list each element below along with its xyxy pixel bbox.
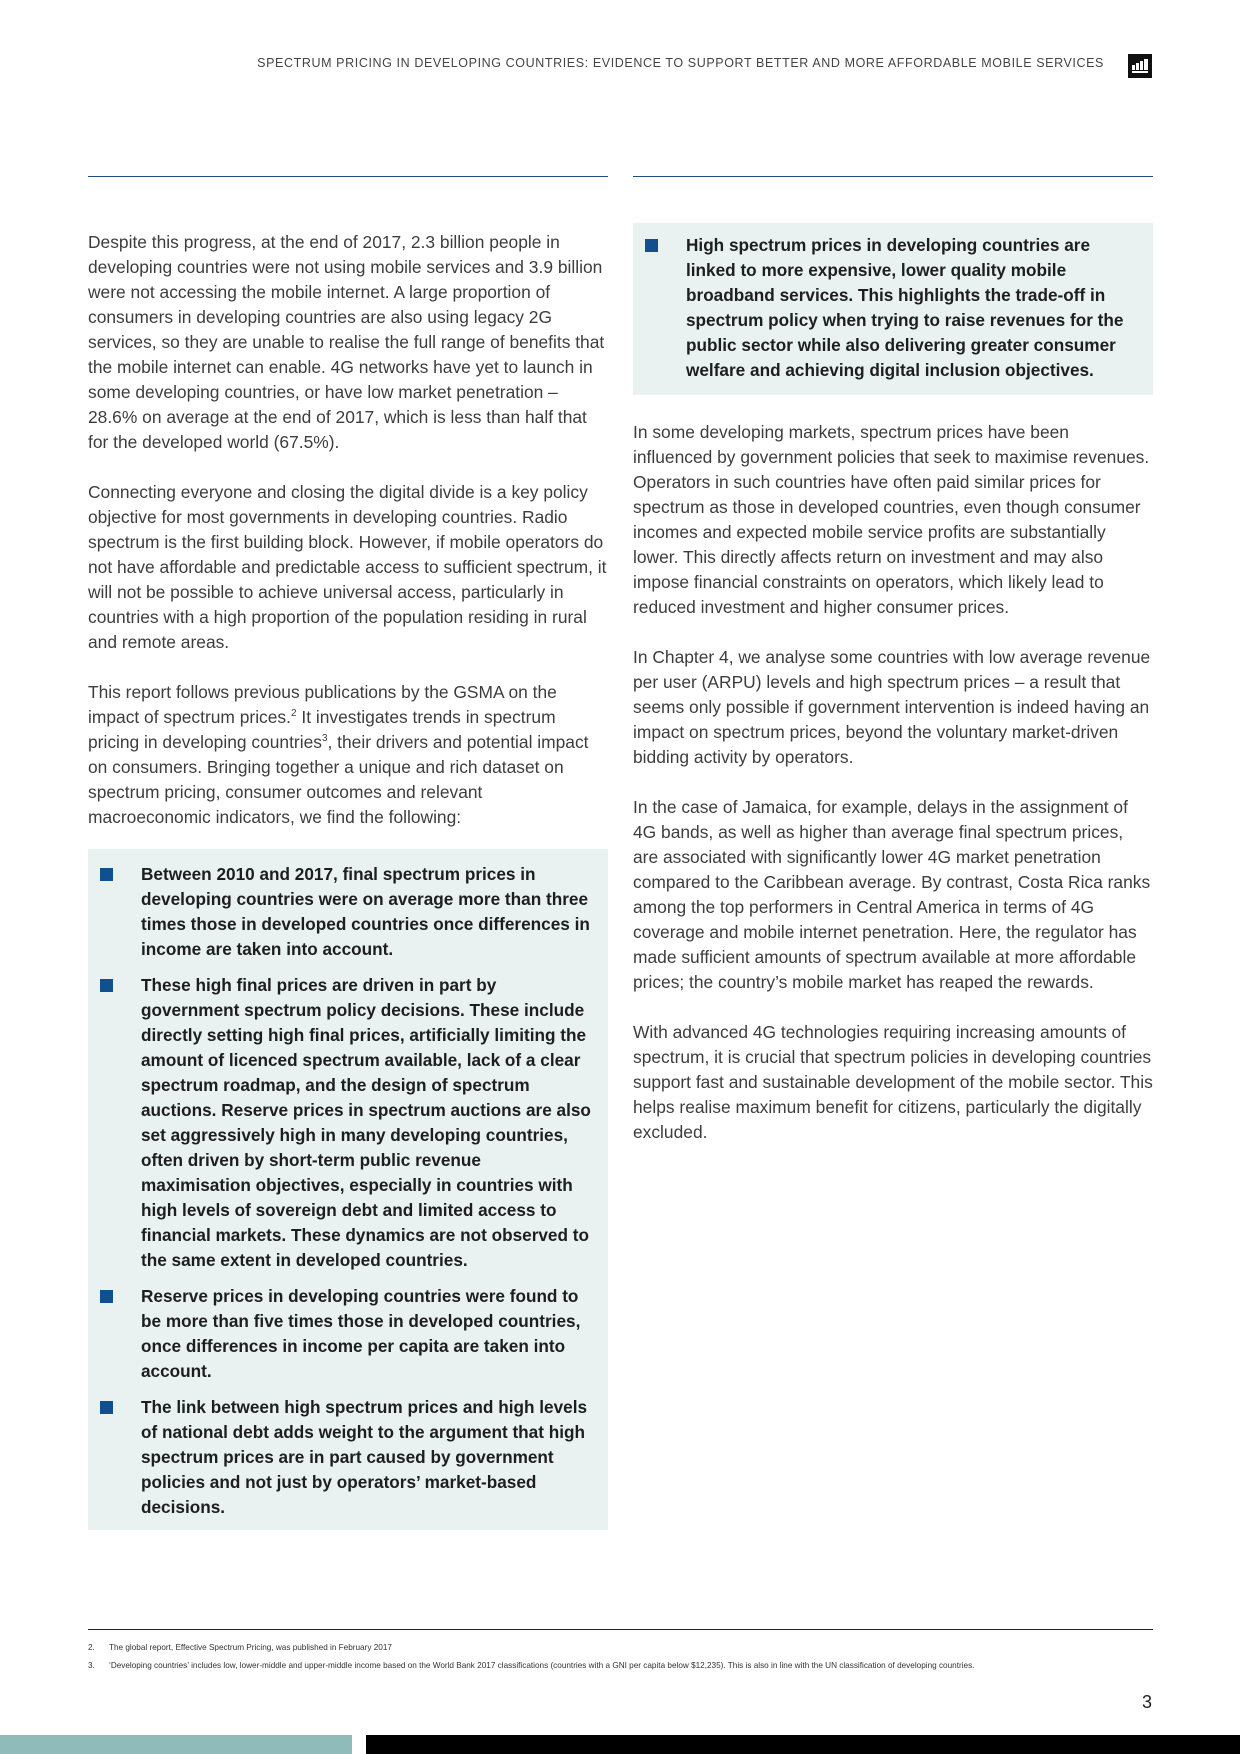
paragraph <box>88 680 608 830</box>
left-column-rule <box>88 176 608 177</box>
paragraph: Despite this progress, at the end of 2017, 2.3 billion people in developing countries were not using mobile services and 3.9 billion were not accessing the mobile internet. A large proportion of consumers in developing countries are also using legacy 2G services, so they are unable to realise the full range of benefits that the mobile internet can enable. 4G networks have yet to launch in some developing countries, or have low market penetration – 28.6% on average at the end of 2017, which is less than half that for the developed world (67.5%). <box>88 232 605 452</box>
finding-text: Between 2010 and 2017, final spectrum prices in developing countries were on average more than three times those in developed countries once differences in income are taken into account. <box>141 864 590 959</box>
footnote-text: ‘Developing countries’ includes low, lower-middle and upper-middle income based on the World Bank 2017 classifications (countries with a GNI per capita below $12,235). This is also in line with the UN classification of developing countries. <box>109 1661 975 1670</box>
footer-bar-teal <box>0 1735 352 1754</box>
footnote <box>88 1660 1153 1671</box>
left-column <box>88 230 608 1555</box>
footnote-text: The global report, Effective Spectrum Pricing, was published in February 2017 <box>109 1643 392 1652</box>
finding-text: These high final prices are driven in part by government spectrum policy decisions. These include directly setting high final prices, artificially limiting the amount of licenced spectrum available, lack of a clear spectrum roadmap, and the design of spectrum auctions. Reserve prices in spectrum auctions are also set aggressively high in many developing countries, often driven by short-term public revenue maximisation objectives, especially in countries with high levels of sovereign debt and limited access to financial markets. These dynamics are not observed to the same extent in developed countries. <box>141 975 591 1270</box>
paragraph: In the case of Jamaica, for example, delays in the assignment of 4G bands, as well as higher than average final spectrum prices, are associated with significantly lower 4G market penetration compared to the Caribbean average. By contrast, Costa Rica ranks among the top performers in Central America in terms of 4G coverage and mobile internet penetration. Here, the regulator has made sufficient amounts of spectrum available at more affordable prices; the country’s mobile market has reaped the rewards. <box>633 797 1151 992</box>
right-column <box>633 230 1153 1170</box>
finding-item <box>100 862 594 962</box>
finding-item <box>100 973 594 1273</box>
key-findings-box <box>633 223 1153 395</box>
finding-item <box>645 233 1139 383</box>
footnote-divider <box>88 1629 1153 1630</box>
footnote-number: 2. <box>88 1643 95 1652</box>
paragraph: With advanced 4G technologies requiring increasing amounts of spectrum, it is crucial that spectrum policies in developing countries support fast and sustainable development of the mobile sector. This helps realise maximum benefit for citizens, particularly the digitally excluded. <box>633 1022 1153 1142</box>
footnote <box>88 1642 1153 1653</box>
footnotes <box>88 1642 1153 1678</box>
square-bullet-icon <box>100 1401 113 1414</box>
finding-text: The link between high spectrum prices and high levels of national debt adds weight to the argument that high spectrum prices are in part caused by government policies and not just by operators’ market-based decisions. <box>141 1397 588 1517</box>
paragraph: In Chapter 4, we analyse some countries with low average revenue per user (ARPU) levels and high spectrum prices – a result that seems only possible if government intervention is indeed having an impact on spectrum prices, beyond the voluntary market-driven bidding activity by operators. <box>633 647 1151 767</box>
square-bullet-icon <box>100 979 113 992</box>
finding-item <box>100 1395 594 1520</box>
paragraph-text: This report follows previous publications by the GSMA on the impact of spectrum prices. <box>88 682 557 727</box>
paragraph-text: It investigates trends in spectrum pricing in developing countries <box>88 707 556 752</box>
finding-item <box>100 1284 594 1384</box>
square-bullet-icon <box>100 1290 113 1303</box>
right-column-rule <box>633 176 1153 177</box>
square-bullet-icon <box>645 239 658 252</box>
footer-bar-black <box>366 1735 1240 1754</box>
footnote-ref[interactable]: 2 <box>290 708 297 720</box>
finding-text: Reserve prices in developing countries were found to be more than five times those in developed countries, once differences in income per capita are taken into account. <box>141 1286 581 1381</box>
finding-text: High spectrum prices in developing countries are linked to more expensive, lower quality mobile broadband services. This highlights the trade-off in spectrum policy when trying to raise revenues for the public sector while also delivering greater consumer welfare and achieving digital inclusion objectives. <box>686 235 1124 380</box>
gsma-logo-icon <box>1128 54 1152 78</box>
paragraph: Connecting everyone and closing the digital divide is a key policy objective for most governments in developing countries. Radio spectrum is the first building block. However, if mobile operators do not have affordable and predictable access to sufficient spectrum, it will not be possible to achieve universal access, particularly in countries with a high proportion of the population residing in rural and remote areas. <box>88 482 607 652</box>
square-bullet-icon <box>100 868 113 881</box>
footnote-ref[interactable]: 3 <box>321 733 328 745</box>
footnote-number: 3. <box>88 1661 95 1670</box>
key-findings-box <box>88 849 608 1530</box>
page-number: 3 <box>1142 1692 1153 1712</box>
running-header: SPECTRUM PRICING IN DEVELOPING COUNTRIES: EVIDENCE TO SUPPORT BETTER AND MORE AFFORDABLE MOBILE SERVICES <box>257 56 1104 70</box>
paragraph-text: , their drivers and potential impact on consumers. Bringing together a unique and rich dataset on spectrum pricing, consumer outcomes and relevant macroeconomic indicators, we find the following: <box>88 732 589 827</box>
paragraph: In some developing markets, spectrum prices have been influenced by government policies that seek to maximise revenues. Operators in such countries have often paid similar prices for spectrum as those in developed countries, even though consumer incomes and expected mobile service profits are substantially lower. This directly affects return on investment and may also impose financial constraints on operators, which likely lead to reduced investment and higher consumer prices. <box>633 422 1150 617</box>
